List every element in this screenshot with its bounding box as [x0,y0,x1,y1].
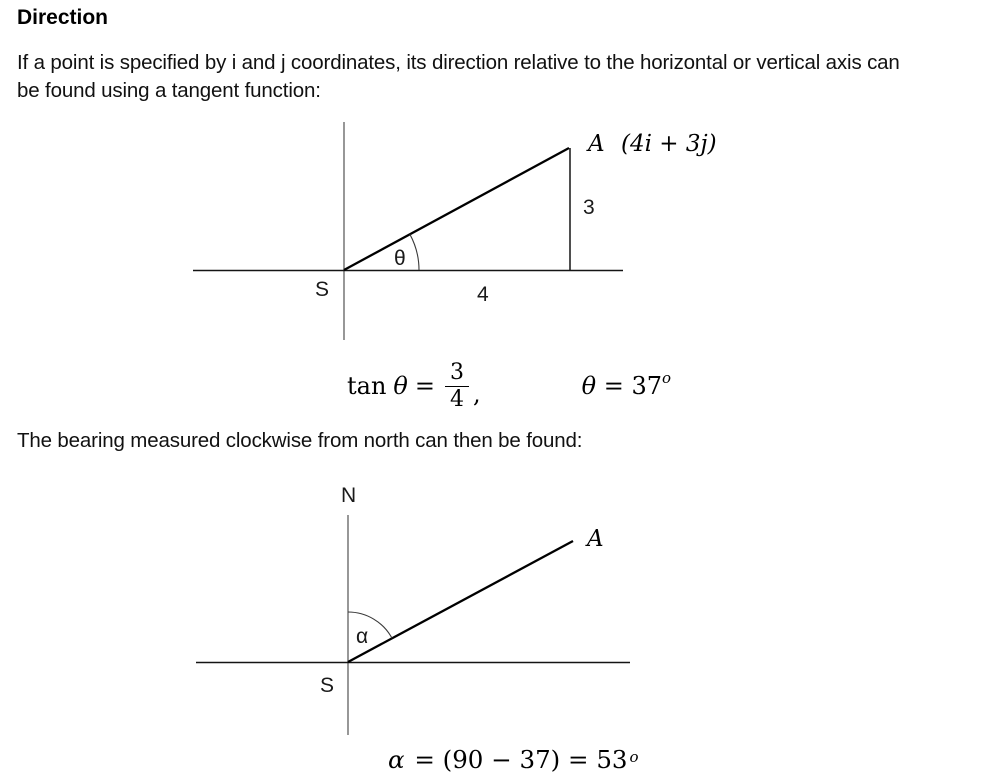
result-variable: θ [581,372,597,400]
fraction-numerator: 3 [449,359,464,385]
angle-theta-arc [410,234,419,270]
formula-equals: = [414,372,435,400]
intro-paragraph-line1: If a point is specified by i and j coordinates, its direction relative to the horizontal or vertical axis can [17,51,900,74]
vector-sa-line [344,148,569,270]
result-value: = 37 [596,372,662,400]
bearing-paragraph: The bearing measured clockwise from north can then be found: [17,429,583,452]
point-a-label: A [587,526,604,552]
height-length-label: 3 [583,196,595,219]
origin-label: S [315,278,330,301]
tangent-diagram [150,115,750,350]
point-a-coordinates: (4i + 3j) [621,131,717,157]
formula-function: tan [347,372,387,400]
bearing-formula: α = (90 − 37) = 53 $^o$ [388,744,639,774]
angle-theta-label: θ [394,247,406,270]
vector-sa-line [348,541,573,662]
fraction [445,361,469,412]
result-degree-superscript: o [661,369,672,387]
point-a-label: A [588,131,605,157]
intro-paragraph-line2: be found using a tangent function: [17,79,321,102]
formula-result [581,369,672,400]
page-title: Direction [17,6,109,29]
formula-variable: θ [393,372,408,400]
north-label: N [341,484,357,507]
formula-expression: = (90 − 37) = 53 [406,744,628,774]
fraction-denominator: 4 [445,386,469,412]
bearing-diagram [150,480,670,742]
origin-label: S [320,674,335,697]
angle-alpha-arc [348,612,392,638]
base-length-label: 4 [477,283,489,306]
angle-alpha-label: α [356,625,369,648]
formula-variable: α [388,744,405,774]
tangent-formula [347,356,671,416]
formula-comma: , [472,380,481,408]
